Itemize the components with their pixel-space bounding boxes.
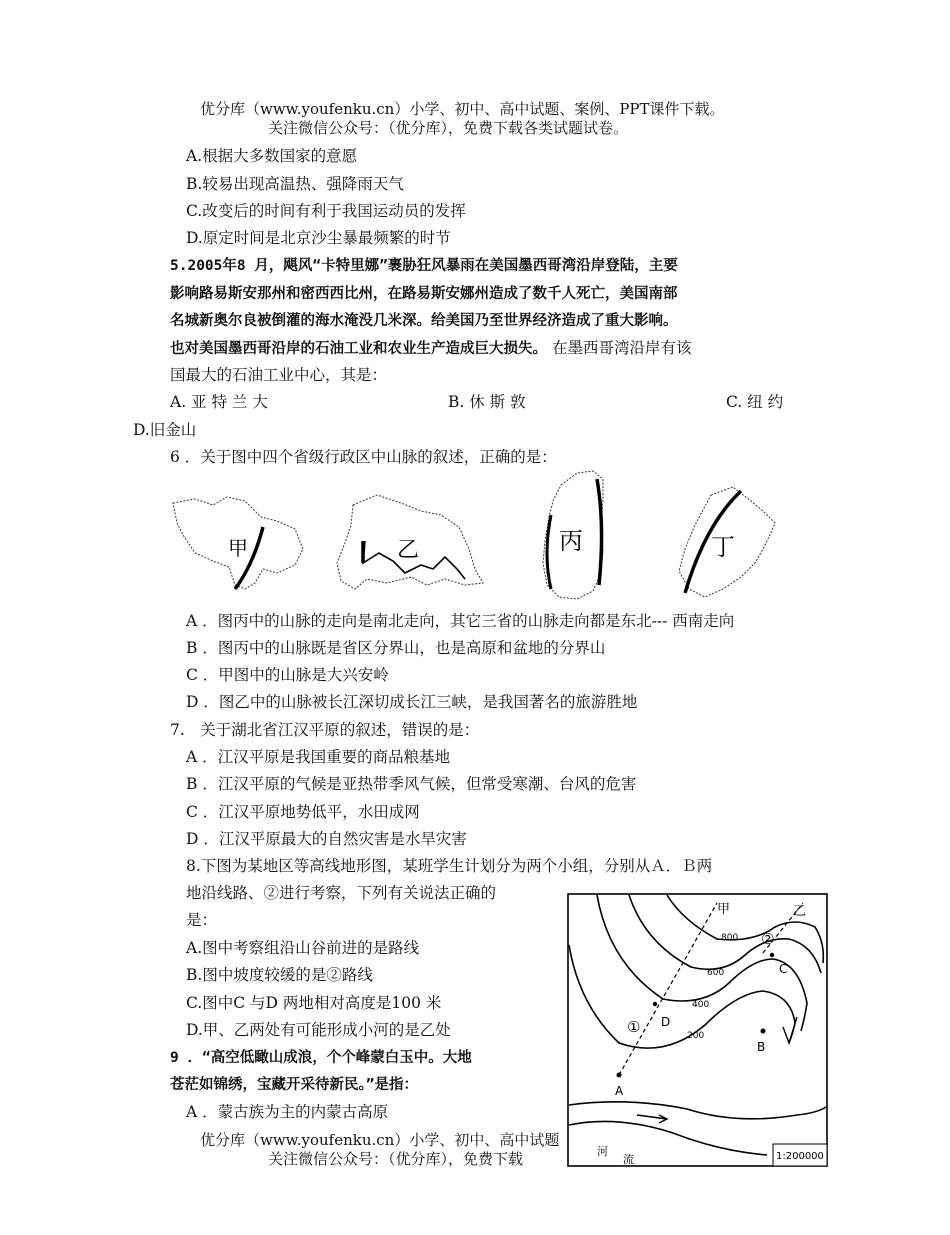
footer-line-2: 关注微信公众号：（优分库），免费下载 xyxy=(268,1150,524,1168)
q6-option-a: A ．图丙中的山脉的走向是南北走向，其它三省的山脉走向都是东北--- 西南走向 xyxy=(186,612,735,630)
q4-option-d: D.原定时间是北京沙尘暴最频繁的时节 xyxy=(186,229,451,247)
q7-option-d: D ．江汉平原最大的自然灾害是水旱灾害 xyxy=(186,830,467,848)
q7-option-c: C ．江汉平原地势低平，水田成网 xyxy=(186,803,420,821)
q5-stem-bold-end: 也对美国墨西哥沿岸的石油工业和农业生产造成巨大损失。 xyxy=(170,341,547,357)
q5-stem-tail: 在墨西哥湾沿岸有该 xyxy=(551,339,692,357)
q7-option-a: A ．江汉平原是我国重要的商品粮基地 xyxy=(186,748,451,766)
route-1-label: ① xyxy=(627,1018,641,1036)
contour-label-200: 200 xyxy=(687,1031,705,1041)
q5-option-d: D.旧金山 xyxy=(133,421,197,439)
q7-option-b: B ．江汉平原的气候是亚热带季风气候，但常受寒潮、台风的危害 xyxy=(186,775,637,793)
q4-option-a: A.根据大多数国家的意愿 xyxy=(186,147,358,165)
q5-stem-line-3: 名城新奥尔良被倒灌的海水淹没几米深。给美国乃至世界经济造成了重大影响。 xyxy=(170,313,678,329)
q5-option-b: B. 休 斯 敦 xyxy=(448,393,526,411)
route-2-label: ② xyxy=(761,930,775,948)
map-label-a: A xyxy=(615,1084,624,1098)
label-jia: 甲 xyxy=(228,536,248,560)
contour-map-figure xyxy=(567,893,829,1168)
q8-option-c: C.图中C 与D 两地相对高度是100 米 xyxy=(186,994,442,1012)
river-label-2: 流 xyxy=(623,1153,634,1166)
province-map-yi xyxy=(337,495,483,589)
contour-label-800: 800 xyxy=(721,933,739,943)
map-label-yi: 乙 xyxy=(793,904,807,919)
label-ding: 丁 xyxy=(711,533,735,561)
q8-option-d: D.甲、乙两处有可能形成小河的是乙处 xyxy=(186,1021,451,1039)
province-map-bing xyxy=(543,471,603,599)
q6-option-d: D ．图乙中的山脉被长江深切成长江三峡，是我国著名的旅游胜地 xyxy=(186,693,638,711)
q4-option-c: C.改变后的时间有利于我国运动员的发挥 xyxy=(186,202,466,220)
map-label-c: C xyxy=(779,962,788,976)
q8-option-a: A.图中考察组沿山谷前进的是路线 xyxy=(186,939,420,957)
map-label-d: D xyxy=(661,1015,671,1029)
label-yi: 乙 xyxy=(397,538,420,563)
river-label-1: 河 xyxy=(597,1145,608,1158)
q6-stem: 6 ．关于图中四个省级行政区中山脉的叙述，正确的是： xyxy=(170,448,557,466)
q9-stem-line-2: 苍茫如锦绣，宝藏开采待新民。”是指： xyxy=(170,1077,418,1093)
contour-label-600: 600 xyxy=(707,968,725,978)
q5-stem-line-4 xyxy=(170,338,691,359)
label-bing: 丙 xyxy=(559,527,583,555)
q8-stem-line-2: 地沿线路、②进行考察，下列有关说法正确的 xyxy=(186,884,497,902)
q7-stem: 7. 关于湖北省江汉平原的叙述，错误的是： xyxy=(170,721,480,739)
province-maps-figure xyxy=(165,465,825,610)
q9-option-a: A ．蒙古族为主的内蒙古高原 xyxy=(186,1103,389,1121)
contour-label-400: 400 xyxy=(692,1000,710,1010)
q5-stem-line-1: 5.2005年8 月，飓风“卡特里娜”裹胁狂风暴雨在美国墨西哥湾沿岸登陆，主要 xyxy=(170,258,678,274)
header-line-2: 关注微信公众号：（优分库），免费下载各类试题试卷。 xyxy=(268,119,629,137)
q8-option-b: B.图中坡度较缓的是②路线 xyxy=(186,966,373,984)
q4-option-b: B.较易出现高温热、强降雨天气 xyxy=(186,175,404,193)
q6-option-b: B ．图丙中的山脉既是省区分界山，也是高原和盆地的分界山 xyxy=(186,639,606,657)
q5-option-c: C. 纽 约 xyxy=(726,393,784,411)
header-line-1: 优分库（www.youfenku.cn）小学、初中、高中试题、案例、PPT课件下载。 xyxy=(200,100,725,118)
q9-stem-line-1: 9 ．“高空低瞰山成浪，个个峰蒙白玉中。大地 xyxy=(170,1050,472,1066)
q8-stem-line-1: 8.下图为某地区等高线地形图，某班学生计划分为两个小组，分别从Ａ．Ｂ两 xyxy=(186,857,713,875)
q6-option-c: C ．甲图中的山脉是大兴安岭 xyxy=(186,666,389,684)
province-map-ding xyxy=(679,487,775,597)
map-label-b: B xyxy=(757,1040,766,1054)
province-map-jia xyxy=(173,497,303,589)
scale-label: 1:200000 xyxy=(776,1151,824,1162)
q5-stem-line-2: 影响路易斯安那州和密西西比州，在路易斯安娜州造成了数千人死亡，美国南部 xyxy=(170,286,678,302)
footer-line-1: 优分库（www.youfenku.cn）小学、初中、高中试题 xyxy=(200,1131,560,1149)
q5-option-a: A. 亚 特 兰 大 xyxy=(170,393,268,411)
q5-stem-line-5: 国最大的石油工业中心，其是： xyxy=(170,366,388,384)
map-label-jia: 甲 xyxy=(717,902,731,917)
q8-stem-line-3: 是： xyxy=(186,911,218,929)
